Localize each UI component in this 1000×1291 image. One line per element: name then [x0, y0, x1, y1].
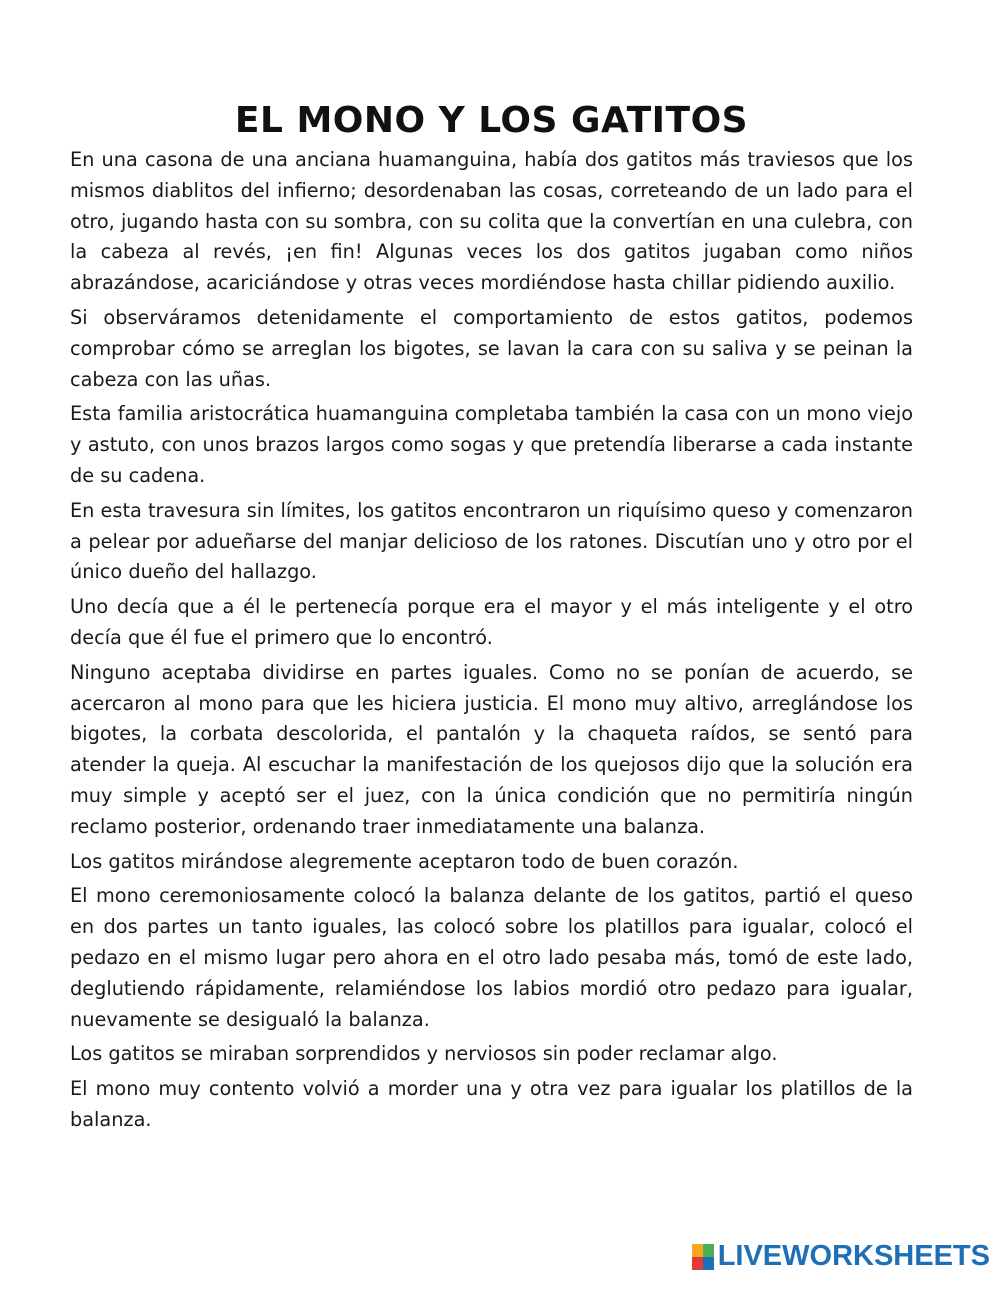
paragraph-5: Uno decía que a él le pertenecía porque era el mayor y el más inteligente y el otro decía que él fue el primero que lo encontró. — [70, 595, 913, 649]
paragraph-9: Los gatitos se miraban sorprendidos y nerviosos sin poder reclamar algo. — [70, 1042, 778, 1066]
liveworksheets-logo-icon — [692, 1244, 714, 1270]
logo-square-icon — [703, 1244, 714, 1257]
paragraph-6: Ninguno aceptaba dividirse en partes iguales. Como no se ponían de acuerdo, se acercaron al mono para que les hiciera justicia. El mono muy altivo, arreglándose los bigotes, la corbata descolorida, el pantalón y la chaqueta raídos, se sentó para atender la queja. Al escuchar la manifestación de los quejosos dijo que la solución era muy simple y aceptó ser el juez, con la única condición que no permitiría ningún reclamo posterior, ordenando traer inmediatamente una balanza. — [70, 660, 913, 838]
paragraph-7: Los gatitos mirándose alegremente aceptaron todo de buen corazón. — [70, 849, 739, 873]
logo-square-icon — [692, 1257, 703, 1270]
paragraph-3: Esta familia aristocrática huamanguina completaba también la casa con un mono viejo y astuto, con unos brazos largos como sogas y que pretendía liberarse a cada instante de su cadena. — [70, 402, 913, 487]
page-title: EL MONO Y LOS GATITOS — [234, 100, 749, 141]
paragraph-2: Si observáramos detenidamente el comportamiento de estos gatitos, podemos comprobar cómo se arreglan los bigotes, se lavan la cara con su saliva y se peinan la cabeza con las uñas. — [70, 305, 913, 391]
worksheet-page — [70, 100, 913, 1140]
paragraph-10: El mono muy contento volvió a morder una y otra vez para igualar los platillos de la balanza. — [70, 1077, 913, 1131]
paragraph-4: En esta travesura sin límites, los gatitos encontraron un riquísimo queso y comenzaron a pelear por adueñarse del manjar delicioso de los ratones. Discutían uno y otro por el único dueño del hallazgo. — [70, 498, 913, 584]
logo-square-icon — [703, 1257, 714, 1270]
paragraph-8: El mono ceremoniosamente colocó la balanza delante de los gatitos, partió el queso en dos partes un tanto iguales, las colocó sobre los platillos para igualar, colocó el pedazo en el mismo lugar pero ahora en el otro lado pesaba más, tomó de este lado, deglutiendo rápidamente, relamiéndose los labios mordió otro pedazo para igualar, nuevamente se desigualó la balanza. — [70, 884, 913, 1031]
logo-text: LIVEWORKSHEETS — [717, 1240, 990, 1272]
logo-square-icon — [692, 1244, 703, 1257]
liveworksheets-logo[interactable] — [692, 1240, 990, 1273]
paragraph-1: En una casona de una anciana huamanguina, había dos gatitos más traviesos que los mismos diablitos del infierno; desordenaban las cosas, correteando de un lado para el otro, jugando hasta con su sombra, con su colita que la convertían en una culebra, con la cabeza al revés, ¡en fin! Algunas veces los dos gatitos jugaban como niños abrazándose, acariciándose y otras veces mordiéndose hasta chillar pidiendo auxilio. — [70, 148, 913, 295]
